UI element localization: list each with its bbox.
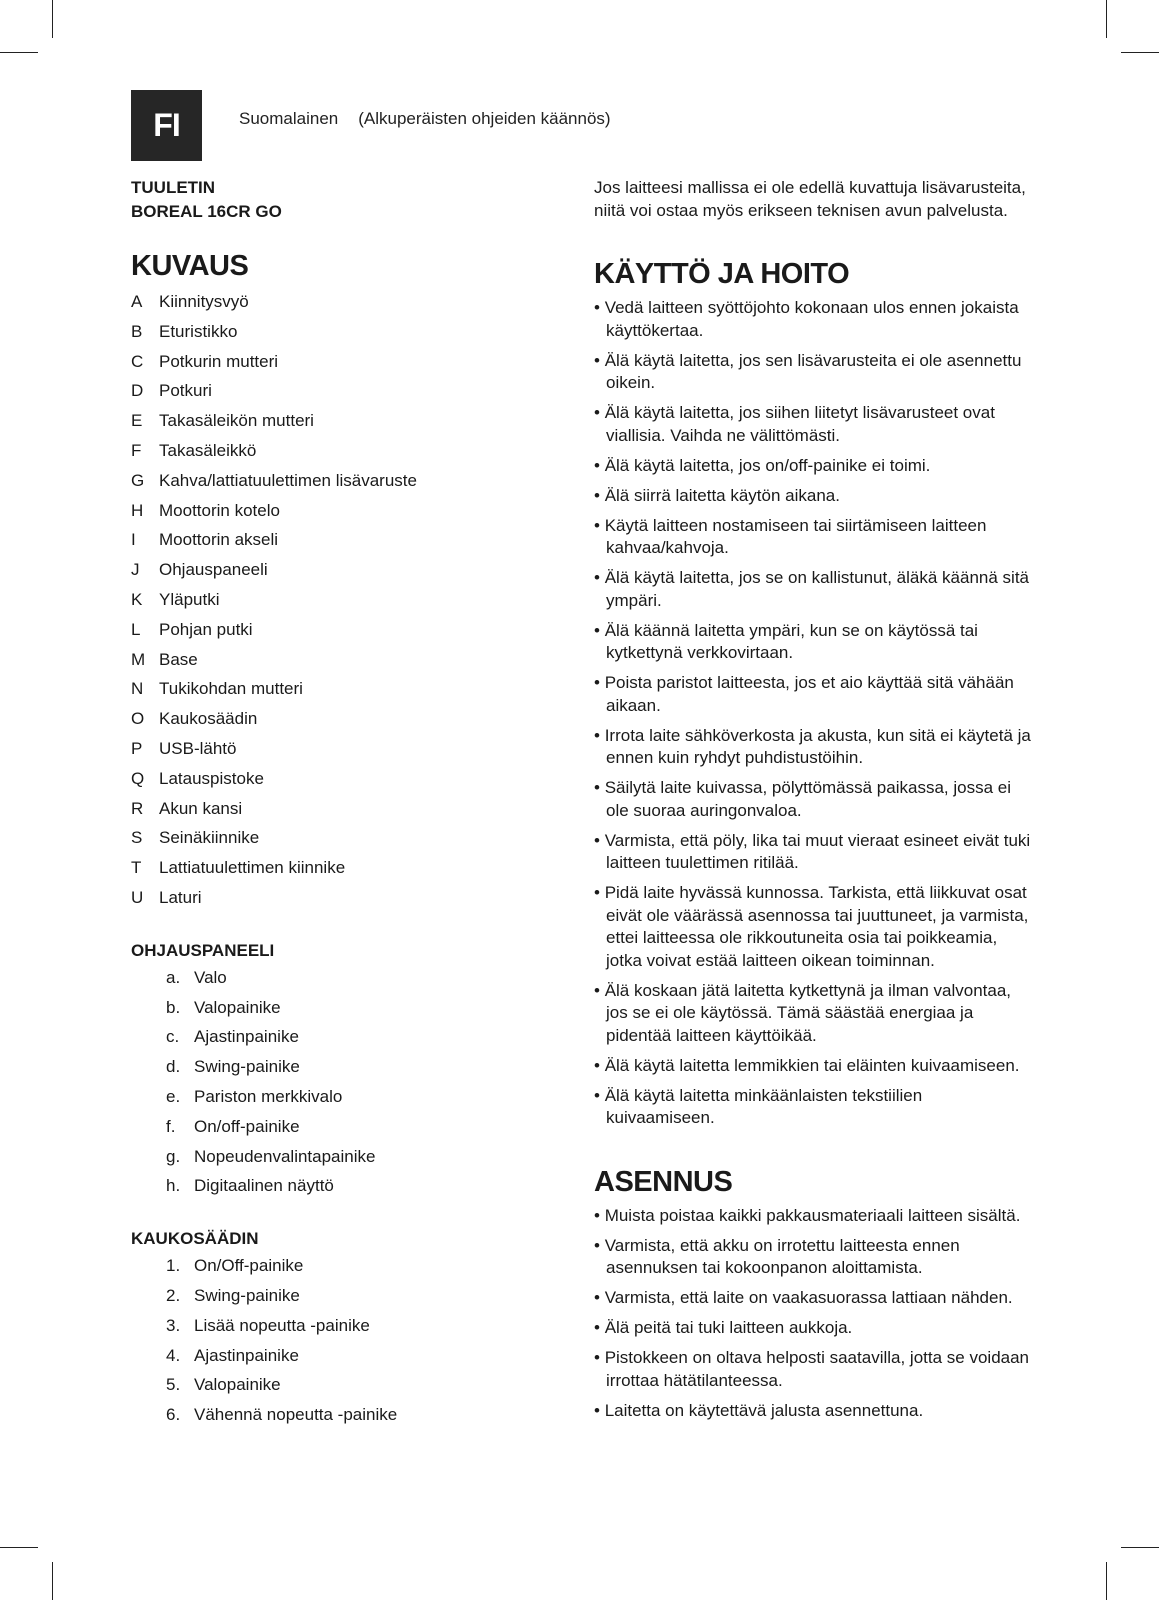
remote-item-text: Vähennä nopeutta -painike xyxy=(194,1405,398,1425)
remote-item-text: Lisää nopeutta -painike xyxy=(194,1315,370,1335)
installation-item: • Varmista, että akku on irrotettu laitteesta ennen asennuksen tai kokoonpanon aloittamista. xyxy=(594,1235,1034,1280)
control-panel-item-text: Digitaalinen näyttö xyxy=(194,1176,334,1196)
remote-item-key: 4. xyxy=(166,1345,181,1365)
part-item xyxy=(131,496,561,526)
part-item-key: G xyxy=(131,470,145,490)
use-care-item: • Varmista, että pöly, lika tai muut vieraat esineet eivät tuki laitteen tuulettimen ritilää. xyxy=(594,830,1034,875)
installation-item: • Pistokkeen on oltava helposti saatavilla, jotta se voidaan irrottaa hätätilanteessa. xyxy=(594,1347,1034,1392)
part-item xyxy=(131,376,561,406)
part-item xyxy=(131,466,561,496)
part-item-key: F xyxy=(131,440,142,460)
use-care-item: • Vedä laitteen syöttöjohto kokonaan ulos ennen jokaista käyttökertaa. xyxy=(594,297,1034,342)
part-item xyxy=(131,347,561,377)
description-heading: KUVAUS xyxy=(131,250,249,282)
control-panel-item xyxy=(166,1171,561,1201)
part-item-key: P xyxy=(131,738,143,758)
part-item-key: I xyxy=(131,530,136,550)
control-panel-item xyxy=(166,963,561,993)
part-item-text: Ohjauspaneeli xyxy=(159,560,268,580)
part-item-key: O xyxy=(131,709,145,729)
remote-item xyxy=(166,1400,561,1430)
part-item-text: Latauspistoke xyxy=(159,768,264,788)
use-care-item: • Älä koskaan jätä laitetta kytkettynä ja ilman valvontaa, jos se ei ole käytössä. Tämä säästää energiaa ja pidentää laitteen käyttöikää. xyxy=(594,980,1034,1048)
part-item-key: Q xyxy=(131,768,145,788)
crop-mark xyxy=(52,0,53,38)
part-item-key: K xyxy=(131,589,143,609)
crop-mark xyxy=(1121,52,1159,53)
part-item-key: J xyxy=(131,560,140,580)
part-item xyxy=(131,645,561,675)
remote-list xyxy=(131,1251,561,1430)
part-item-text: Base xyxy=(159,649,198,669)
use-care-item: • Älä käytä laitetta, jos sen lisävarusteita ei ole asennettu oikein. xyxy=(594,350,1034,395)
right-column xyxy=(594,176,1034,1430)
part-item xyxy=(131,764,561,794)
part-item-text: Moottorin akseli xyxy=(159,530,279,550)
control-panel-item-key: h. xyxy=(166,1176,181,1196)
control-panel-item xyxy=(166,1052,561,1082)
use-care-list xyxy=(594,297,1034,1130)
remote-item-key: 3. xyxy=(166,1315,181,1335)
remote-item xyxy=(166,1281,561,1311)
part-item-key: D xyxy=(131,381,144,401)
part-item xyxy=(131,674,561,704)
part-item-key: B xyxy=(131,321,143,341)
part-item xyxy=(131,853,561,883)
remote-item-key: 1. xyxy=(166,1256,181,1276)
control-panel-item-text: Ajastinpainike xyxy=(194,1027,299,1047)
part-item-key: M xyxy=(131,649,146,669)
use-care-item: • Poista paristot laitteesta, jos et aio käyttää sitä vähään aikaan. xyxy=(594,672,1034,717)
part-item-key: T xyxy=(131,858,142,878)
control-panel-item-key: f. xyxy=(166,1116,176,1136)
language-name: Suomalainen xyxy=(239,109,339,128)
remote-item xyxy=(166,1311,561,1341)
use-care-item: • Älä käytä laitetta minkäänlaisten tekstiilien kuivaamiseen. xyxy=(594,1085,1034,1130)
part-item-text: Pohjan putki xyxy=(159,619,253,639)
remote-item-key: 6. xyxy=(166,1405,181,1425)
part-item-key: U xyxy=(131,887,144,907)
part-item-text: Laturi xyxy=(159,887,202,907)
use-care-item: • Irrota laite sähköverkosta ja akusta, kun sitä ei käytetä ja ennen kuin ryhdyt puhdistustöihin. xyxy=(594,725,1034,770)
use-care-item: • Säilytä laite kuivassa, pölyttömässä paikassa, jossa ei ole suoraa auringonvaloa. xyxy=(594,777,1034,822)
use-care-item: • Älä käytä laitetta lemmikkien tai eläinten kuivaamiseen. xyxy=(594,1055,1034,1078)
control-panel-item xyxy=(166,993,561,1023)
part-item-key: S xyxy=(131,828,143,848)
left-column xyxy=(131,176,561,1430)
part-item-text: Yläputki xyxy=(159,589,220,609)
part-item xyxy=(131,406,561,436)
use-care-item: • Pidä laite hyvässä kunnossa. Tarkista, että liikkuvat osat eivät ole väärässä asennossa tai juuttuneet, ja varmista, ettei laitteessa ole rikkoutuneita osia tai poikkeamia, jotka voivat estää laitteen oikean toiminnan. xyxy=(594,882,1034,972)
crop-mark xyxy=(52,1562,53,1600)
control-panel-item-key: g. xyxy=(166,1146,181,1166)
part-item xyxy=(131,287,561,317)
part-item-text: Seinäkiinnike xyxy=(159,828,260,848)
control-panel-item-key: b. xyxy=(166,997,181,1017)
part-item xyxy=(131,883,561,913)
translation-note: (Alkuperäisten ohjeiden käännös) xyxy=(358,109,611,128)
part-item xyxy=(131,525,561,555)
installation-item: • Älä peitä tai tuki laitteen aukkoja. xyxy=(594,1317,1034,1340)
control-panel-item xyxy=(166,1082,561,1112)
installation-item: • Laitetta on käytettävä jalusta asennettuna. xyxy=(594,1400,1034,1423)
control-panel-item-key: a. xyxy=(166,967,181,987)
control-panel-item xyxy=(166,1142,561,1172)
part-item-text: Potkuri xyxy=(159,381,212,401)
remote-item-text: On/Off-painike xyxy=(194,1256,304,1276)
part-item xyxy=(131,794,561,824)
control-panel-item-text: Swing-painike xyxy=(194,1057,300,1077)
part-item-text: USB-lähtö xyxy=(159,738,237,758)
remote-item xyxy=(166,1251,561,1281)
control-panel-item-text: On/off-painike xyxy=(194,1116,300,1136)
parts-list xyxy=(131,287,561,913)
part-item xyxy=(131,704,561,734)
part-item-key: N xyxy=(131,679,144,699)
part-item-text: Takasäleikkö xyxy=(159,440,257,460)
use-care-item: • Käytä laitteen nostamiseen tai siirtämiseen laitteen kahvaa/kahvoja. xyxy=(594,515,1034,560)
installation-item: • Varmista, että laite on vaakasuorassa lattiaan nähden. xyxy=(594,1287,1034,1310)
remote-item-key: 2. xyxy=(166,1285,181,1305)
control-panel-item-text: Pariston merkkivalo xyxy=(194,1086,343,1106)
crop-mark xyxy=(0,1547,38,1548)
part-item xyxy=(131,615,561,645)
product-type: TUULETIN xyxy=(131,178,216,197)
part-item-text: Tukikohdan mutteri xyxy=(159,679,303,699)
control-panel-item xyxy=(166,1112,561,1142)
remote-item-text: Ajastinpainike xyxy=(194,1345,299,1365)
part-item-key: H xyxy=(131,500,144,520)
part-item-key: E xyxy=(131,411,143,431)
part-item xyxy=(131,317,561,347)
use-care-item: • Älä käytä laitetta, jos on/off-painike ei toimi. xyxy=(594,455,1034,478)
remote-item-text: Swing-painike xyxy=(194,1285,300,1305)
control-panel-item-key: d. xyxy=(166,1057,181,1077)
product-model: BOREAL 16CR GO xyxy=(131,202,282,221)
installation-list xyxy=(594,1205,1034,1423)
part-item-key: A xyxy=(131,292,143,311)
language-code-badge: FI xyxy=(131,90,202,161)
control-panel-list xyxy=(131,963,561,1201)
part-item-text: Eturistikko xyxy=(159,321,238,341)
part-item-key: C xyxy=(131,351,144,371)
part-item xyxy=(131,585,561,615)
remote-item xyxy=(166,1341,561,1371)
language-line xyxy=(239,109,611,129)
part-item xyxy=(131,555,561,585)
remote-item-text: Valopainike xyxy=(194,1375,281,1395)
part-item-key: L xyxy=(131,619,141,639)
part-item-text: Takasäleikön mutteri xyxy=(159,411,314,431)
remote-heading: KAUKOSÄÄDIN xyxy=(131,1229,259,1249)
control-panel-item-text: Nopeudenvalintapainike xyxy=(194,1146,376,1166)
use-care-item: • Älä käytä laitetta, jos se on kallistunut, äläkä käännä sitä ympäri. xyxy=(594,567,1034,612)
part-item-text: Akun kansi xyxy=(159,798,243,818)
use-care-heading: KÄYTTÖ JA HOITO xyxy=(594,258,850,290)
crop-mark xyxy=(1121,1547,1159,1548)
part-item-text: Lattiatuulettimen kiinnike xyxy=(159,858,346,878)
accessories-note: Jos laitteesi mallissa ei ole edellä kuvattuja lisävarusteita, niitä voi ostaa myös erikseen teknisen avun palvelusta. xyxy=(594,178,1026,220)
part-item xyxy=(131,734,561,764)
control-panel-item-key: e. xyxy=(166,1086,181,1106)
part-item-text: Potkurin mutteri xyxy=(159,351,279,371)
control-panel-heading: OHJAUSPANEELI xyxy=(131,940,275,960)
part-item-text: Kahva/lattiatuulettimen lisävaruste xyxy=(159,470,417,490)
part-item-text: Kaukosäädin xyxy=(159,709,258,729)
part-item xyxy=(131,823,561,853)
part-item-key: R xyxy=(131,798,144,818)
control-panel-item-key: c. xyxy=(166,1027,180,1047)
remote-item-key: 5. xyxy=(166,1375,181,1395)
installation-heading: ASENNUS xyxy=(594,1165,733,1198)
remote-item xyxy=(166,1370,561,1400)
crop-mark xyxy=(1106,0,1107,38)
control-panel-item xyxy=(166,1022,561,1052)
use-care-item: • Älä käännä laitetta ympäri, kun se on käytössä tai kytkettynä verkkovirtaan. xyxy=(594,620,1034,665)
control-panel-item-text: Valo xyxy=(194,967,227,987)
use-care-item: • Älä käytä laitetta, jos siihen liitetyt lisävarusteet ovat viallisia. Vaihda ne välittömästi. xyxy=(594,402,1034,447)
use-care-item: • Älä siirrä laitetta käytön aikana. xyxy=(594,485,1034,508)
part-item-text: Moottorin kotelo xyxy=(159,500,280,520)
part-item xyxy=(131,436,561,466)
part-item-text: Kiinnitysvyö xyxy=(159,292,249,311)
crop-mark xyxy=(1106,1562,1107,1600)
installation-item: • Muista poistaa kaikki pakkausmateriaali laitteen sisältä. xyxy=(594,1205,1034,1228)
product-name xyxy=(131,176,561,224)
control-panel-item-text: Valopainike xyxy=(194,997,281,1017)
crop-mark xyxy=(0,52,38,53)
